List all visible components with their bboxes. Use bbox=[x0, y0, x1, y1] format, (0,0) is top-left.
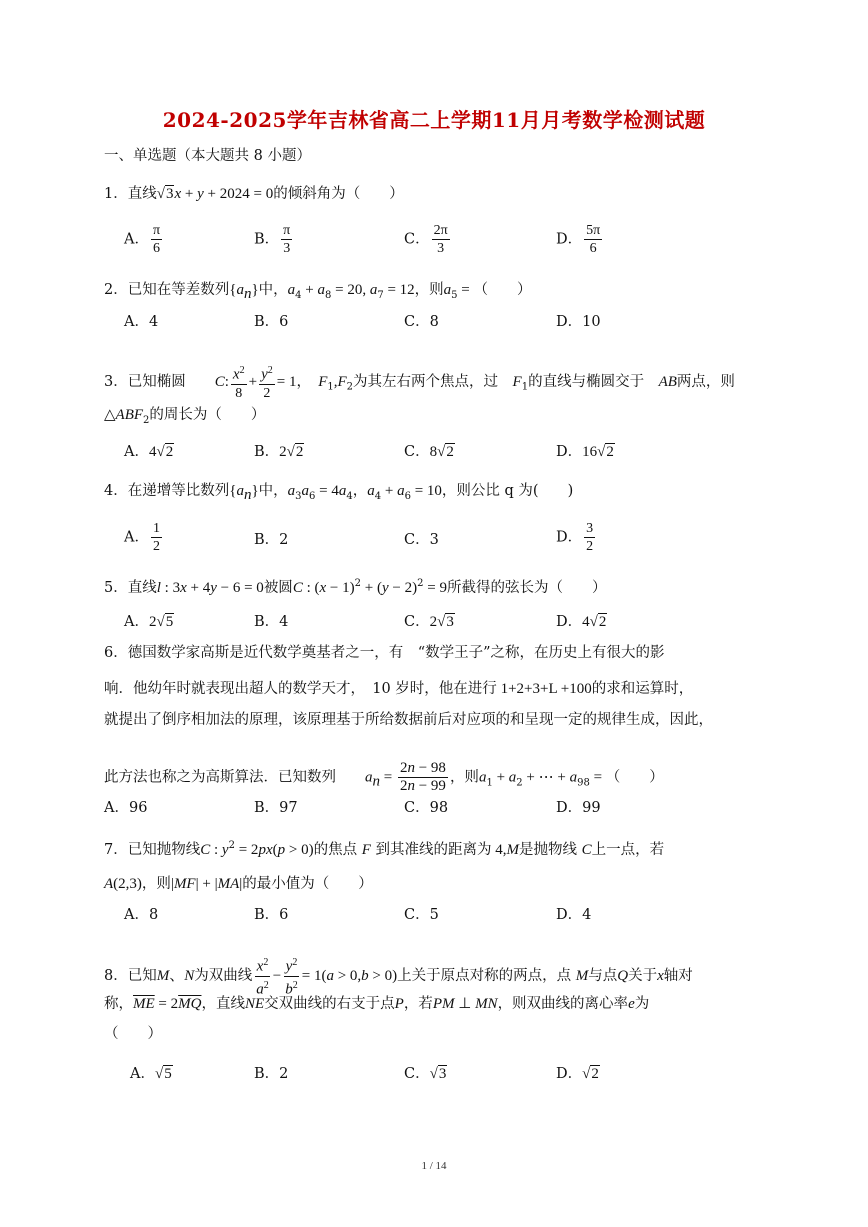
q6-option-c[interactable]: C．98 bbox=[404, 800, 449, 816]
question-8-blank: （ ） bbox=[104, 1026, 162, 1042]
q7-option-a[interactable]: A．8 bbox=[124, 907, 159, 923]
q3-option-d[interactable]: D．16√2 bbox=[556, 444, 614, 460]
q2-option-a[interactable]: A．4 bbox=[124, 314, 159, 330]
question-7: 7．已知抛物线C : $y^2 = 2px(p > 0)$的焦点 F 到其准线的距离为 4,M是抛物线 C上一点，若 bbox=[104, 840, 665, 858]
q4-option-d[interactable]: D． $\frac{3}{2}$ bbox=[556, 521, 594, 554]
question-6-line-4: 此方法也称之为高斯算法．已知数列 $a_n$ = $\frac{2n - 98}{2n - 99}$ ，则$a_1 + a_2$ + ⋯ + $a_{98}$ = （ ） bbox=[104, 760, 664, 794]
question-4: 4．在递增等比数列$\{a_n\}$中，$a_3a_6 = 4a_4$，$a_4 + a_6 = 10$，则公比 q 为( ) bbox=[104, 483, 574, 503]
q2-option-b[interactable]: B．6 bbox=[254, 314, 289, 330]
q1-option-b[interactable]: B． $\frac{\pi}{3}$ bbox=[254, 223, 291, 256]
q8-option-b[interactable]: B．2 bbox=[254, 1066, 289, 1082]
q4-option-a[interactable]: A． $\frac{1}{2}$ bbox=[124, 521, 160, 554]
q1-option-c[interactable]: C． $\frac{2\pi}{3}$ bbox=[404, 223, 448, 256]
q2-option-c[interactable]: C．8 bbox=[404, 314, 439, 330]
q7-option-d[interactable]: D．4 bbox=[556, 907, 592, 923]
q6-option-b[interactable]: B．97 bbox=[254, 800, 298, 816]
q7-option-b[interactable]: B．6 bbox=[254, 907, 289, 923]
q1-option-a[interactable]: A． $\frac{\pi}{6}$ bbox=[124, 223, 161, 256]
q1-option-d[interactable]: D． $\frac{5\pi}{6}$ bbox=[556, 223, 601, 256]
q5-option-d[interactable]: D．4√2 bbox=[556, 614, 607, 630]
question-5: 5．直线l : 3x + 4y − 6 = 0被圆C : $(x - 1)^2 + (y - 2)^2 = 9$所截得的弦长为（ ） bbox=[104, 578, 607, 596]
q6-option-d[interactable]: D．99 bbox=[556, 800, 601, 816]
q8-option-a[interactable]: A．√5 bbox=[130, 1066, 172, 1082]
question-3-cont: $\triangle ABF_2$的周长为（ ） bbox=[104, 407, 266, 426]
q8-option-d[interactable]: D．√2 bbox=[556, 1066, 599, 1082]
q3-option-a[interactable]: A．4√2 bbox=[124, 444, 174, 460]
q6-option-a[interactable]: A．96 bbox=[104, 800, 148, 816]
q3-option-b[interactable]: B．2√2 bbox=[254, 444, 304, 460]
q5-option-b[interactable]: B．4 bbox=[254, 614, 289, 630]
q4-option-c[interactable]: C．3 bbox=[404, 532, 439, 548]
question-3: 3．已知椭圆 C: $\frac{x^2}{8}$ + $\frac{y^2}{2}$ = 1， $F_1,F_2$为其左右两个焦点，过 $F_1$的直线与椭圆交于 AB两点，则 bbox=[104, 362, 735, 402]
page-number: 1 / 14 bbox=[421, 1160, 447, 1172]
question-7-cont: A(2,3)，则|MF| + |MA|的最小值为（ ） bbox=[104, 876, 373, 892]
q3-option-c[interactable]: C．8√2 bbox=[404, 444, 454, 460]
q2-option-d[interactable]: D．10 bbox=[556, 314, 601, 330]
section-heading: 一、单选题（本大题共 8 小题） bbox=[104, 148, 311, 164]
q7-option-c[interactable]: C．5 bbox=[404, 907, 439, 923]
q5-option-a[interactable]: A．2√5 bbox=[124, 614, 174, 630]
q5-option-c[interactable]: C．2√3 bbox=[404, 614, 454, 630]
question-2: 2．已知在等差数列$\{a_n\}$中，$a_4 + a_8 = 20$, $a_7 = 12$，则$a_5$ = （ ） bbox=[104, 282, 532, 302]
question-1: 1．直线√3x + y + 2024 = 0的倾斜角为（ ） bbox=[104, 186, 404, 202]
question-6-line-3: 就提出了倒序相加法的原理，该原理基于所给数据前后对应项的和呈现一定的规律生成，因此， bbox=[104, 712, 713, 728]
page-title: 2024-2025学年吉林省高二上学期11月月考数学检测试题 bbox=[162, 108, 706, 132]
q8-option-c[interactable]: C．√3 bbox=[404, 1066, 447, 1082]
question-6-line-2: 响．他幼年时就表现出超人的数学天才， 10 岁时，他在进行 1+2+3+L +100的求和运算时， bbox=[104, 681, 694, 697]
question-8: 8．已知M、N为双曲线 $\frac{x^2}{a^2}$ − $\frac{y^2}{b^2}$ = 1(a > 0,b > 0)上关于原点对称的两点，点 M与点Q关于x轴对 bbox=[104, 954, 693, 998]
question-8-cont: 称，$\overline{ME} = 2\overline{MQ}$，直线NE交双曲线的右支于点P，若PM ⊥ MN，则双曲线的离心率e为 bbox=[104, 996, 650, 1012]
q4-option-b[interactable]: B．2 bbox=[254, 532, 289, 548]
question-6-line-1: 6．德国数学家高斯是近代数学奠基者之一，有 “数学王子”之称，在历史上有很大的影 bbox=[104, 645, 665, 661]
